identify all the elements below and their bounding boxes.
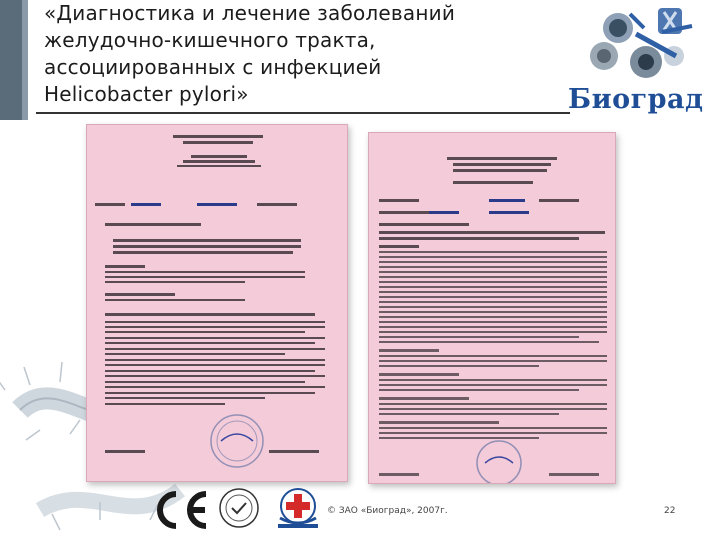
certificate-appendix-document: [86, 124, 348, 482]
slide-title: [44, 0, 564, 108]
page-number: 22: [664, 506, 676, 516]
footer-copyright: © ЗАО «Биоград», 2007г.: [327, 506, 448, 516]
biograd-logo-text: Биоград: [568, 84, 704, 115]
title-line-2: желудочно-кишечного тракта,: [44, 28, 376, 52]
registration-certificate-document: [368, 132, 616, 484]
title-line-4: Helicobacter pylori»: [44, 82, 249, 106]
left-accent-bar: [0, 0, 22, 120]
registration-certificate-content: [369, 133, 616, 484]
ce-mark-icon: [154, 490, 212, 530]
title-underline: [36, 112, 570, 114]
title-line-1: «Диагностика и лечение заболеваний: [44, 1, 456, 25]
left-accent-bar-secondary: [22, 0, 28, 120]
certification-badge-icon: [218, 486, 260, 530]
title-line-3: ассоциированных с инфекцией: [44, 55, 382, 79]
certificate-appendix-content: [87, 125, 348, 482]
health-quality-badge-icon: [268, 486, 328, 532]
